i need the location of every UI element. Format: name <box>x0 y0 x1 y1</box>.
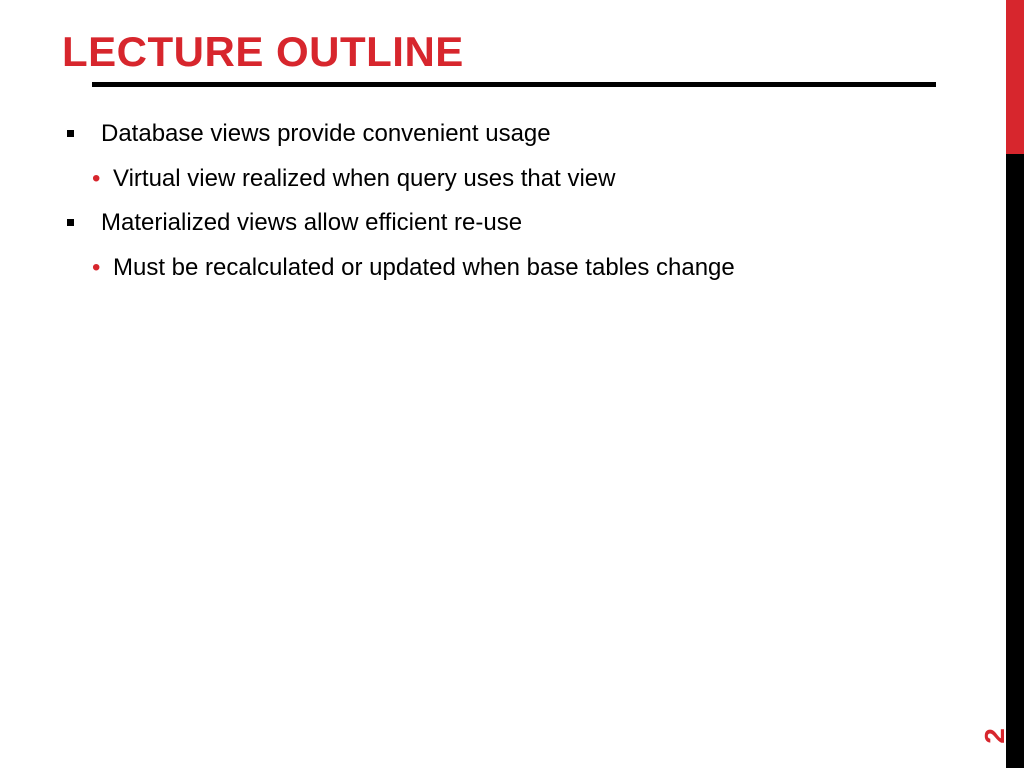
side-accent-bar-black <box>1006 154 1024 768</box>
dot-bullet-icon: • <box>92 165 101 192</box>
bullet-level-2: Virtual view realized when query uses that view <box>113 165 616 192</box>
page-number: 2 <box>979 728 1010 744</box>
square-bullet-icon <box>67 130 74 137</box>
square-bullet-icon <box>67 219 74 226</box>
bullet-level-2: Must be recalculated or updated when base tables change <box>113 254 735 281</box>
slide-title: LECTURE OUTLINE <box>62 28 464 75</box>
bullet-level-1: Materialized views allow efficient re-use <box>101 209 523 236</box>
dot-bullet-icon: • <box>92 254 101 281</box>
bullet-level-1: Database views provide convenient usage <box>101 120 551 147</box>
side-accent-bar-red <box>1006 0 1024 154</box>
